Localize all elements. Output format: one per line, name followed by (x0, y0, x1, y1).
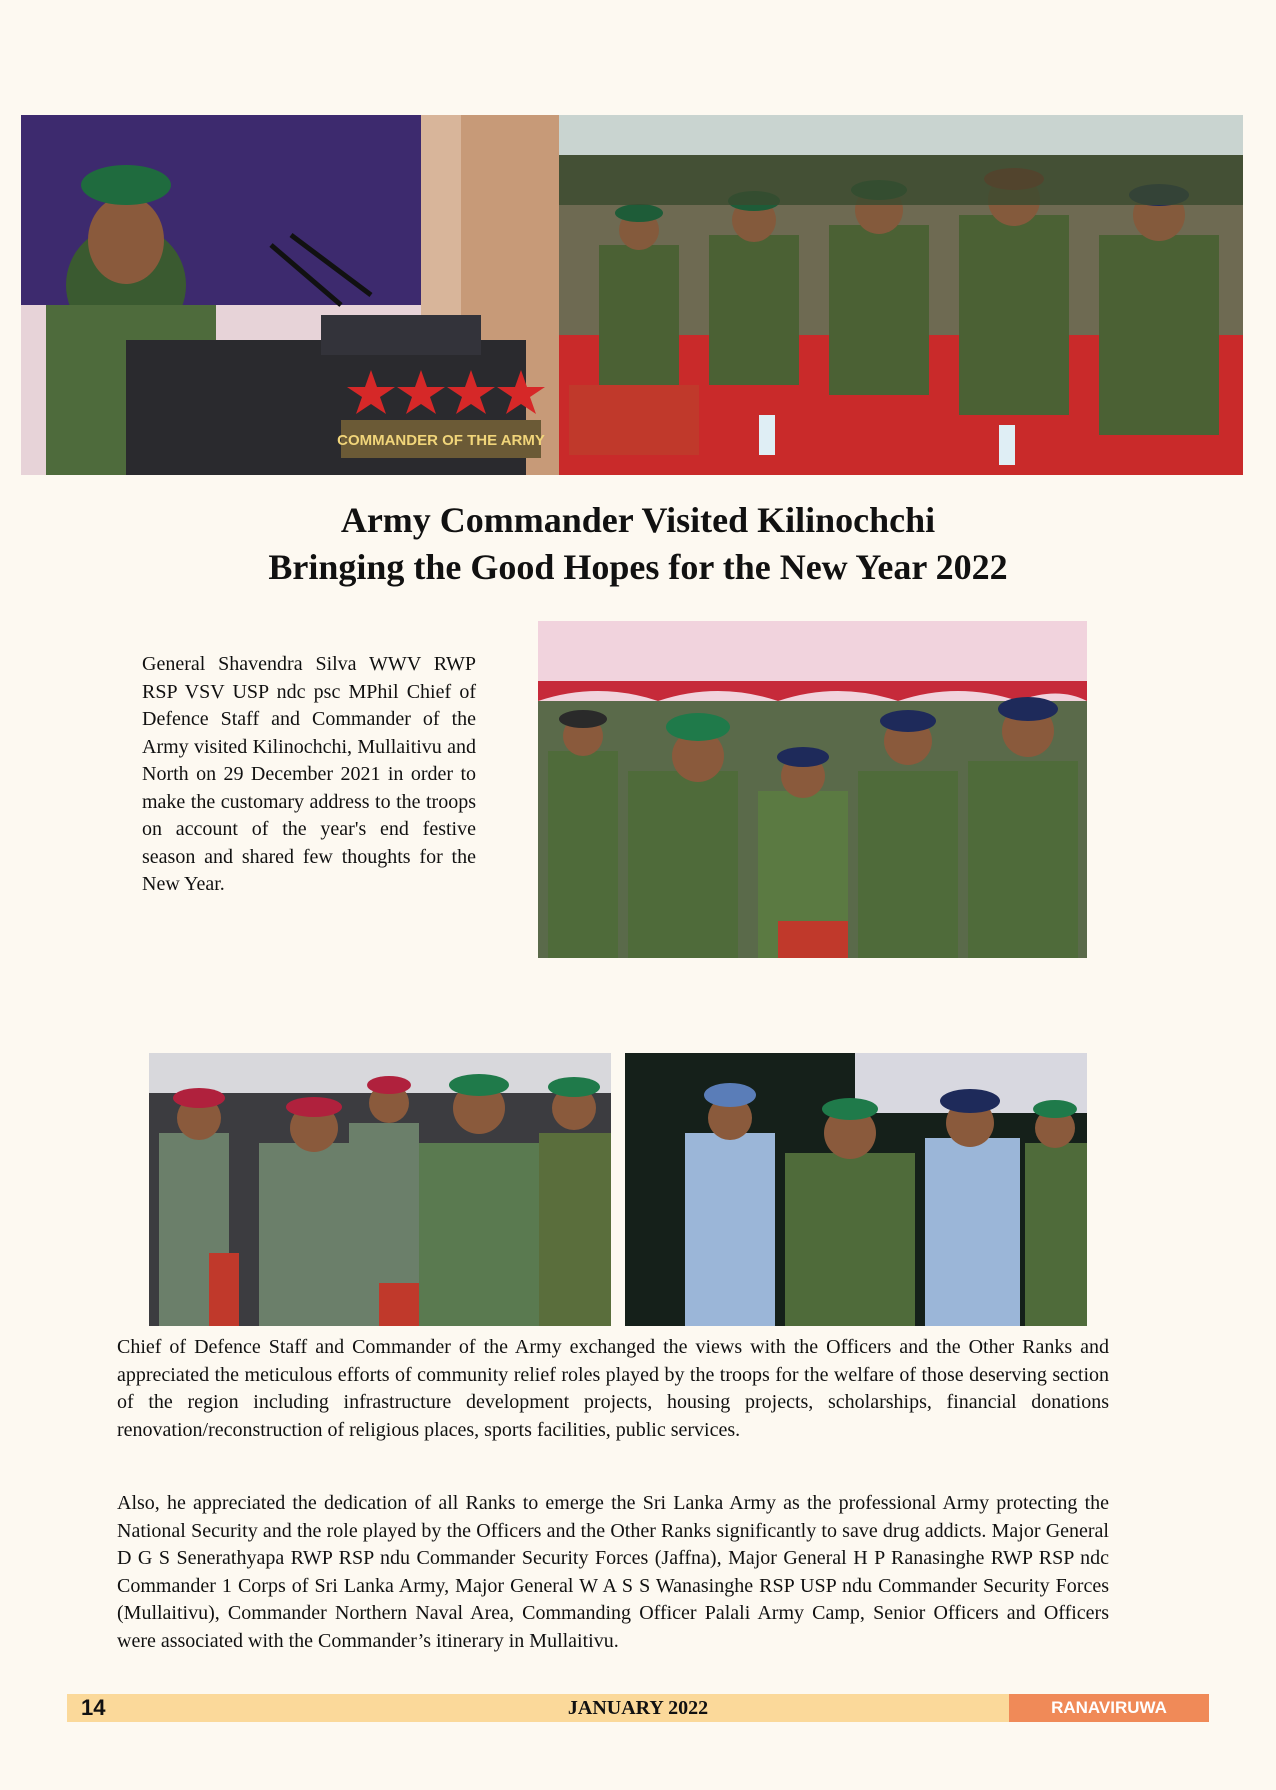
photo-air-force-officers (625, 1053, 1087, 1326)
photo-commander-greeting-image (538, 621, 1087, 958)
photo-handshake (149, 1053, 611, 1326)
photo-commander-podium (21, 115, 559, 475)
page-footer (67, 1694, 1209, 1722)
article-title-line-1: Army Commander Visited Kilinochchi (340, 500, 936, 540)
article-title-line-2: Bringing the Good Hopes for the New Year 2022 (268, 547, 1008, 587)
photo-handshake-image (149, 1053, 611, 1326)
podium-label: COMMANDER OF THE ARMY (337, 432, 545, 449)
intro-paragraph: General Shavendra Silva WWV RWP RSP VSV USP ndc psc MPhil Chief of Defence Staff and Commander of the Army visited Kilinochchi, Mullaitivu and North on 29 December 2021 in order to make the customary address to the troops on account of the year's end festive season and shared few thoughts for the New Year. (142, 653, 476, 895)
photo-seated-troops-image (559, 115, 1243, 475)
page-number: 14 (81, 1695, 106, 1720)
photo-commander-podium-image (21, 115, 559, 475)
photo-seated-troops (559, 115, 1243, 475)
article-title (0, 497, 1276, 591)
issue-date: JANUARY 2022 (567, 1697, 709, 1719)
photo-air-force-officers-image (625, 1053, 1087, 1326)
body-paragraph-2: Also, he appreciated the dedication of all Ranks to emerge the Sri Lanka Army as the professional Army protecting the National Security and the role played by the Officers and the Other Ranks significantly to save drug addicts. Major General D G S Senerathyapa RWP RSP ndu Commander Security Forces (Jaffna), Major General H P Ranasinghe RWP RSP ndc Commander 1 Corps of Sri Lanka Army, Major General W A S S Wanasinghe RSP USP ndu Commander Security Forces (Mullaitivu), Commander Northern Naval Area, Commanding Officer Palali Army Camp, Senior Officers and Officers were associated with the Commander’s itinerary in Mullaitivu. (117, 1492, 1109, 1652)
body-paragraph-1: Chief of Defence Staff and Commander of the Army exchanged the views with the Officers and the Other Ranks and appreciated the meticulous efforts of community relief roles played by the troops for the welfare of those deserving section of the region including infrastructure development projects, housing projects, scholarships, financial donations renovation/reconstruction of religious places, sports facilities, public services. (117, 1336, 1109, 1441)
publication-name: RANAVIRUWA (1009, 1694, 1209, 1722)
photo-commander-greeting (538, 621, 1087, 958)
